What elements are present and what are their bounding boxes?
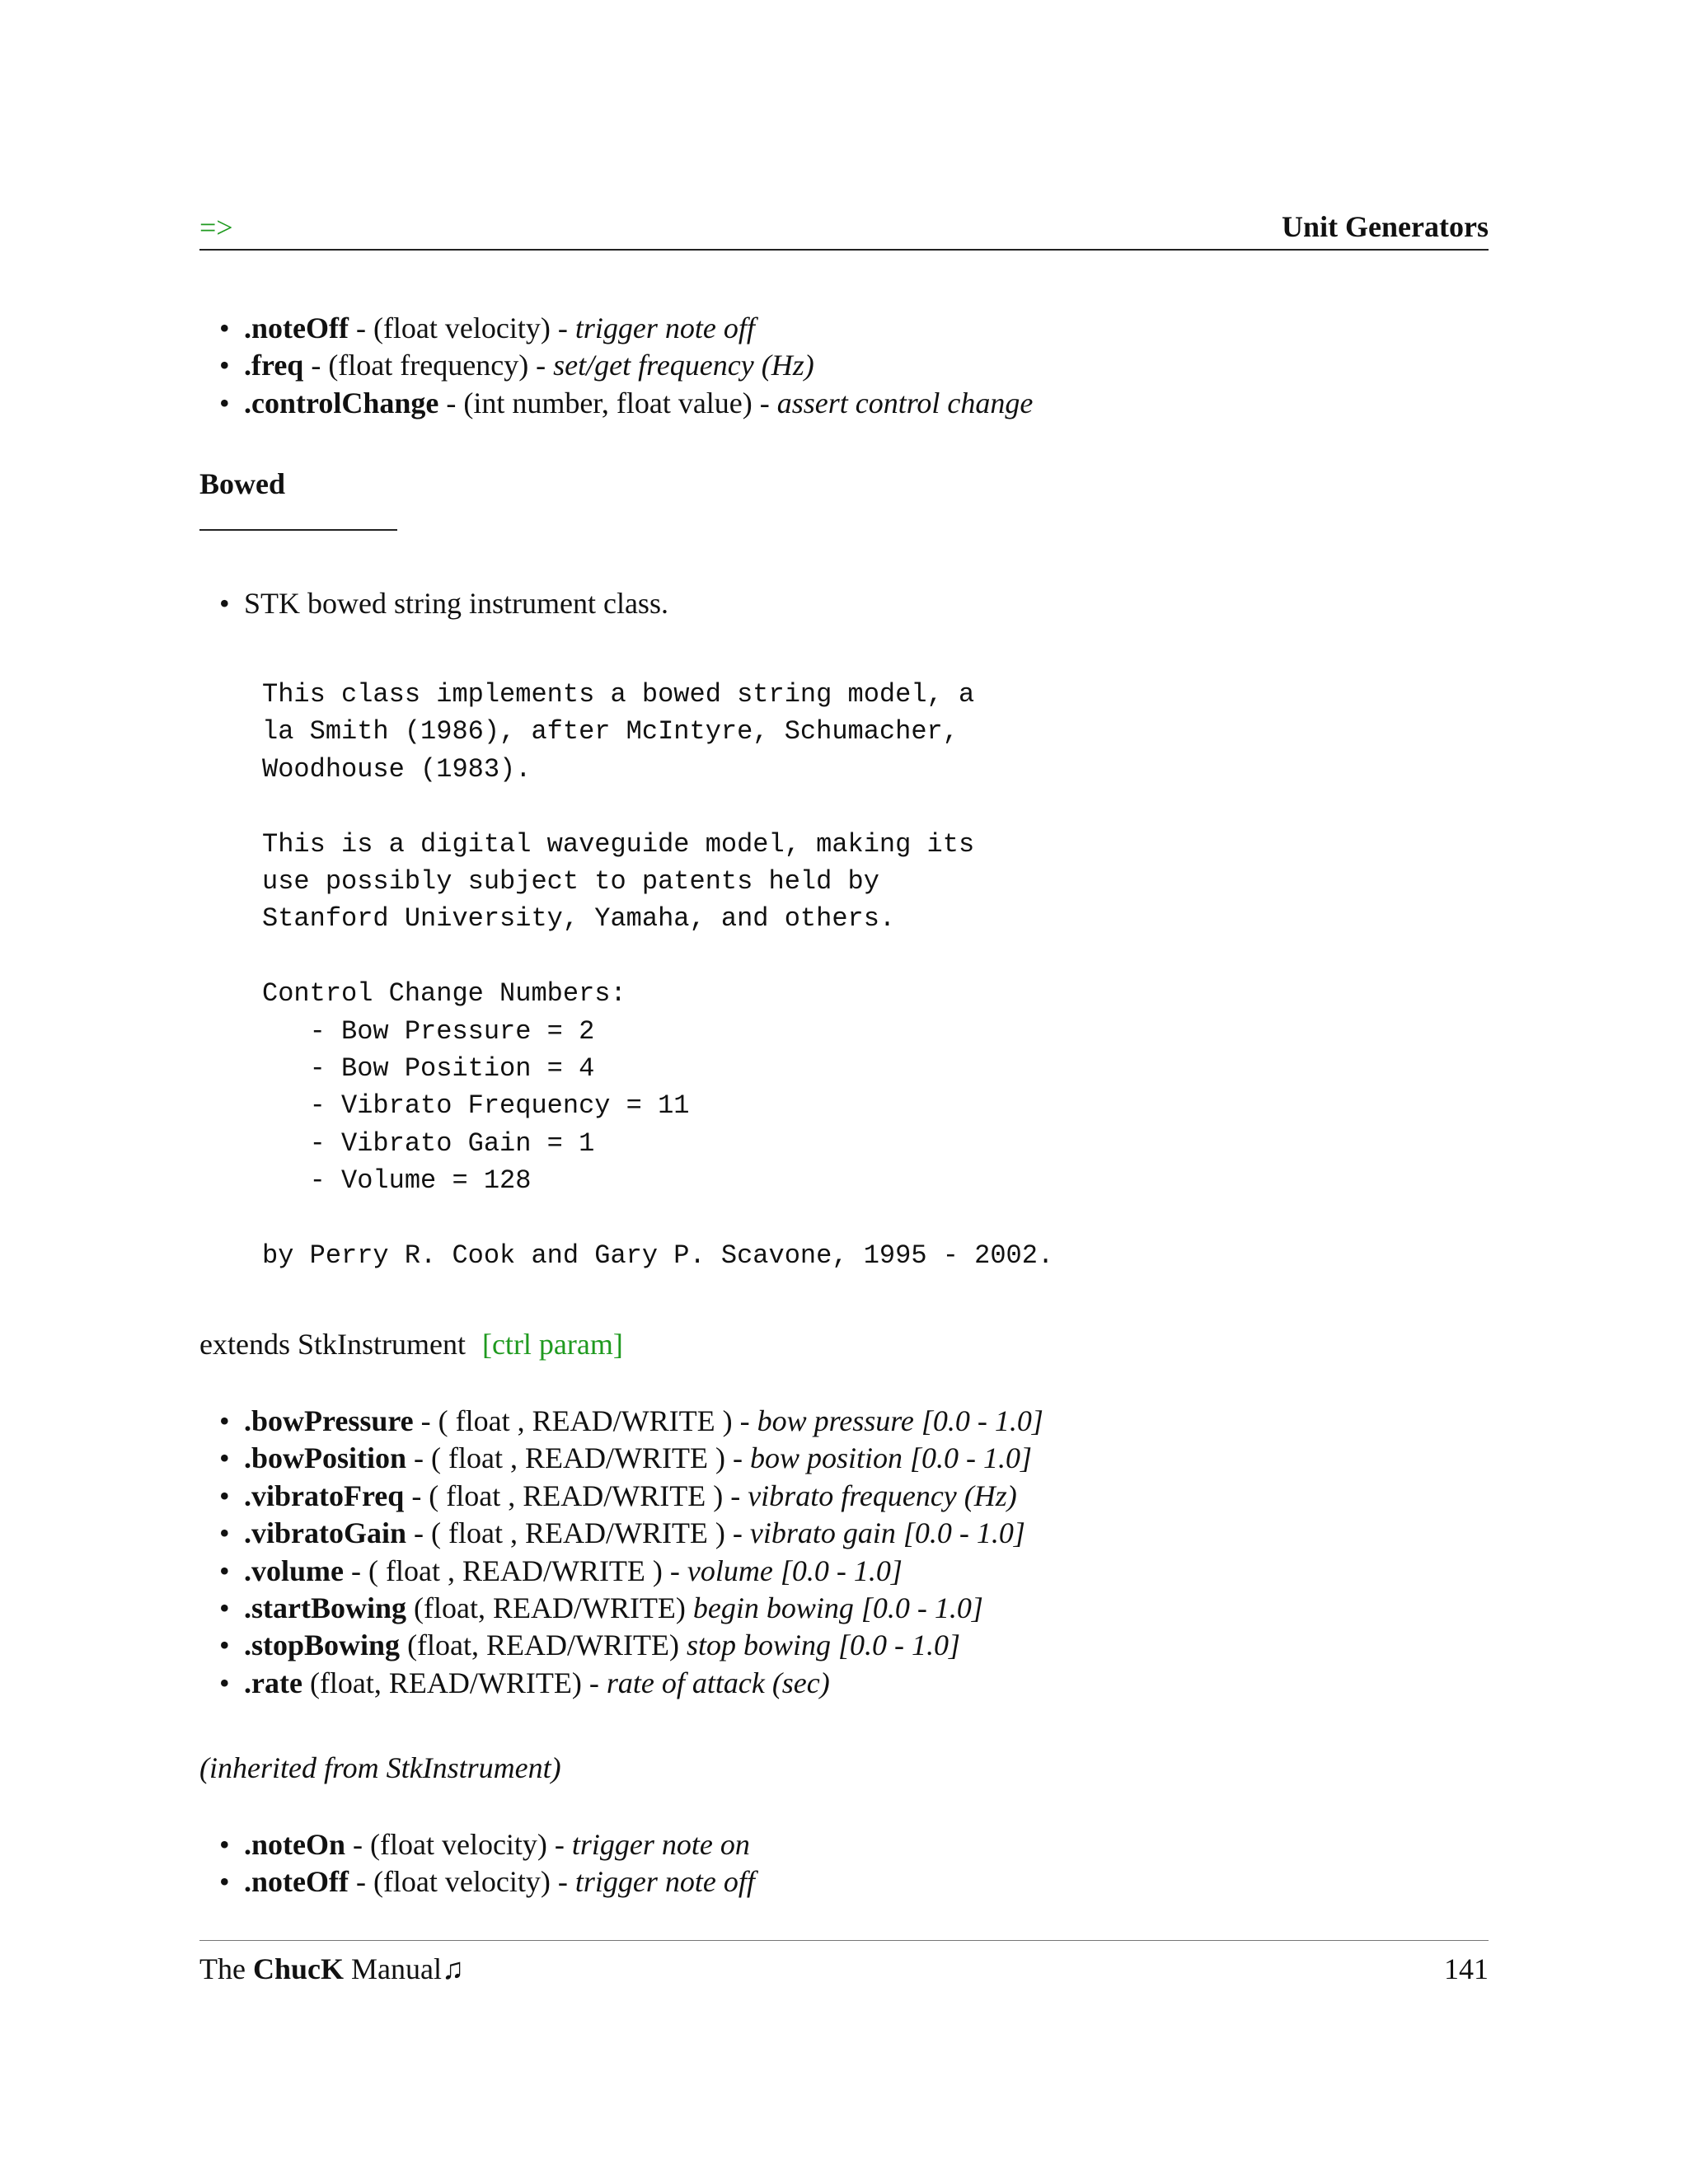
param-signature: - ( float , READ/WRITE ) - xyxy=(344,1554,687,1587)
method-signature: - (float frequency) - xyxy=(303,349,554,382)
header-rule xyxy=(199,249,1489,251)
bullet-icon: • xyxy=(219,1441,230,1475)
section-title: Bowed xyxy=(199,467,286,500)
list-item xyxy=(219,1440,1043,1477)
bullet-icon: • xyxy=(219,1591,230,1625)
method-name: .noteOff xyxy=(244,1865,349,1899)
bullet-icon: • xyxy=(219,1629,230,1662)
param-name: .startBowing xyxy=(244,1591,406,1625)
list-item xyxy=(219,310,1033,347)
param-signature: (float, READ/WRITE) - xyxy=(302,1666,607,1699)
list-item xyxy=(219,1826,755,1863)
bullet-icon: • xyxy=(219,349,230,382)
summary-list xyxy=(219,585,668,622)
list-item xyxy=(219,1515,1043,1552)
bullet-icon: • xyxy=(219,1828,230,1861)
list-item xyxy=(219,385,1034,422)
list-item xyxy=(219,1553,1043,1590)
list-item xyxy=(219,1403,1043,1440)
param-description: stop bowing [0.0 - 1.0] xyxy=(686,1629,961,1662)
param-name: .volume xyxy=(244,1554,344,1587)
bullet-icon: • xyxy=(219,1479,230,1512)
param-description: vibrato frequency (Hz) xyxy=(748,1479,1017,1512)
method-description: trigger note off xyxy=(574,1865,755,1899)
bullet-icon: • xyxy=(219,587,230,620)
extends-line xyxy=(199,1327,623,1361)
method-description: trigger note off xyxy=(574,312,755,344)
bullet-icon: • xyxy=(219,1865,230,1899)
param-list xyxy=(219,1403,1043,1702)
param-description: bow pressure [0.0 - 1.0] xyxy=(757,1404,1043,1437)
param-signature: (float, READ/WRITE) xyxy=(406,1591,693,1625)
param-name: .vibratoGain xyxy=(244,1516,407,1550)
method-description: set/get frequency (Hz) xyxy=(553,349,814,382)
list-item xyxy=(219,1478,1043,1515)
top-method-list xyxy=(219,310,1034,422)
ctrl-param-link[interactable]: [ctrl param] xyxy=(481,1328,623,1361)
page-number: 141 xyxy=(1444,1952,1489,1985)
list-item xyxy=(219,1627,1043,1664)
bullet-icon: • xyxy=(219,386,230,419)
method-description: trigger note on xyxy=(571,1828,750,1861)
param-name: .bowPressure xyxy=(244,1404,414,1437)
param-name: .rate xyxy=(244,1666,302,1699)
list-item xyxy=(219,1863,755,1900)
bullet-icon: • xyxy=(219,1404,230,1437)
method-signature: - (float velocity) - xyxy=(348,312,575,344)
list-item xyxy=(219,347,1033,384)
class-summary: STK bowed string instrument class. xyxy=(244,587,668,620)
param-name: .bowPosition xyxy=(244,1441,407,1475)
footer-rule xyxy=(199,1940,1489,1941)
bullet-icon: • xyxy=(219,1666,230,1699)
method-description: assert control change xyxy=(776,386,1034,419)
list-item xyxy=(219,585,668,622)
header-back-link[interactable]: => xyxy=(199,211,233,244)
footer-suffix: Manual♫ xyxy=(344,1952,464,1985)
method-signature: - (int number, float value) - xyxy=(438,386,777,419)
inherited-label: (inherited from StkInstrument) xyxy=(199,1751,561,1784)
param-description: vibrato gain [0.0 - 1.0] xyxy=(749,1516,1025,1550)
param-name: .vibratoFreq xyxy=(244,1479,405,1512)
method-signature: - (float velocity) - xyxy=(348,1865,575,1899)
method-name: .freq xyxy=(244,349,304,382)
param-signature: - ( float , READ/WRITE ) - xyxy=(404,1479,748,1512)
param-description: bow position [0.0 - 1.0] xyxy=(749,1441,1032,1475)
bullet-icon: • xyxy=(219,312,230,344)
param-signature: (float, READ/WRITE) xyxy=(400,1629,687,1662)
param-name: .stopBowing xyxy=(244,1629,401,1662)
method-name: .controlChange xyxy=(244,386,439,419)
list-item xyxy=(219,1590,1043,1627)
param-description: begin bowing [0.0 - 1.0] xyxy=(692,1591,983,1625)
param-description: volume [0.0 - 1.0] xyxy=(687,1554,903,1587)
extends-text: extends StkInstrument xyxy=(199,1328,466,1361)
param-signature: - ( float , READ/WRITE ) - xyxy=(406,1441,750,1475)
footer-prefix: The xyxy=(199,1952,253,1985)
class-description-code: This class implements a bowed string model, a la Smith (1986), after McIntyre, Schumacher, Woodhouse (1983). This is a digital waveguide model, making its use possibly subject to patents held by Stanford University, Yamaha, and others. Control Change Numbers: - Bow Pressure = 2 - Bow Position = 4 - Vibrato Frequency = 11 - Vibrato Gain = 1 - Volume = 128 by Perry R. Cook and Gary P. Scavone, 1995 - 2002. xyxy=(262,679,1054,1272)
method-name: .noteOff xyxy=(244,312,349,344)
bullet-icon: • xyxy=(219,1516,230,1550)
param-signature: - ( float , READ/WRITE ) - xyxy=(406,1516,750,1550)
param-signature: - ( float , READ/WRITE ) - xyxy=(413,1404,757,1437)
param-description: rate of attack (sec) xyxy=(606,1666,830,1699)
list-item xyxy=(219,1665,1043,1702)
bullet-icon: • xyxy=(219,1554,230,1587)
method-signature: - (float velocity) - xyxy=(345,1828,572,1861)
inherited-method-list xyxy=(219,1826,755,1901)
footer-brand: ChucK xyxy=(252,1952,344,1985)
header-chapter-title: Unit Generators xyxy=(1282,210,1489,243)
method-name: .noteOn xyxy=(244,1828,346,1861)
footer-manual-title xyxy=(199,1952,464,1986)
section-rule xyxy=(199,529,397,531)
